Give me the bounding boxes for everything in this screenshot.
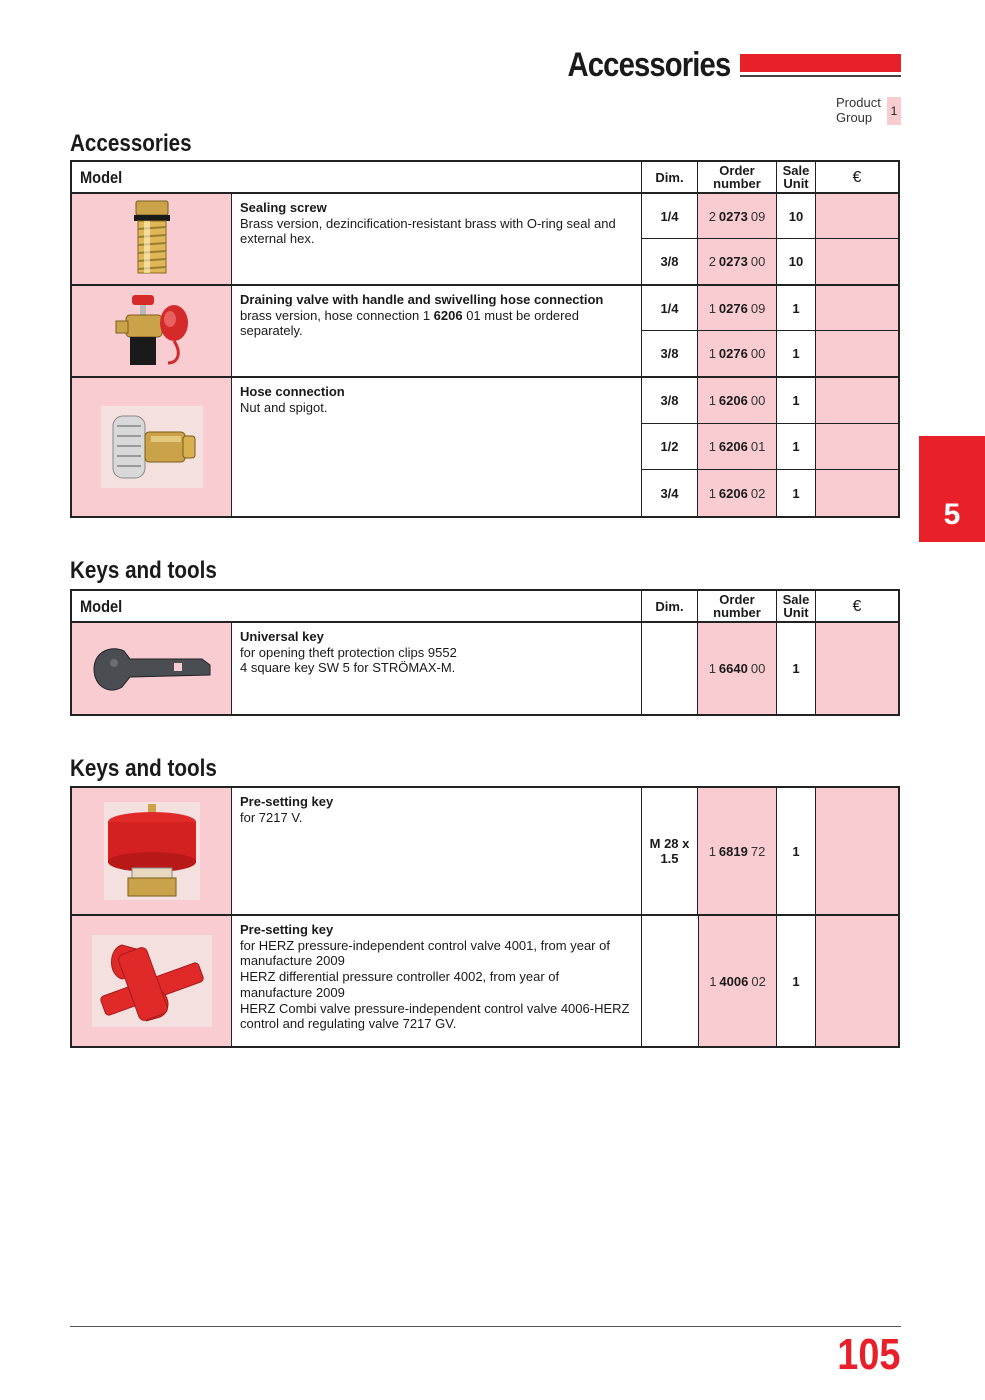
universal-key-icon [90,641,214,697]
table-header [72,162,898,194]
cell-price [816,286,898,330]
cell-order-number: 1 4006 02 [698,916,777,1046]
product-details: for opening theft protection clips 9552 4 square key SW 5 for STRÖMAX-M. [240,644,457,676]
table-row [642,239,898,284]
section-heading-keys-tools: Keys and tools [70,557,217,584]
table-row [642,916,898,1046]
footer-divider [70,1326,901,1327]
product-group-universal-key [72,623,898,714]
cell-order-number: 2 0273 09 [698,194,777,238]
keys-tools-table [70,589,900,716]
sealing-screw-icon [124,199,180,279]
product-image [72,378,232,516]
header-model: Model [72,591,642,621]
product-group-number: 1 [887,97,901,125]
header-dim: Dim. [642,162,698,192]
variant-rows [642,378,898,516]
product-image [72,788,232,914]
cell-dim: 1/2 [642,424,698,469]
variant-rows [642,916,898,1046]
product-group-presetting-key-2 [72,916,898,1046]
title-accent-bar [740,54,901,72]
hose-connection-icon [101,406,203,488]
product-image [72,194,232,284]
section-heading-keys-tools-2: Keys and tools [70,755,217,782]
chapter-tab: 5 [919,436,985,542]
cell-sale-unit: 10 [777,239,816,284]
cell-dim: M 28 x 1.5 [642,788,698,914]
presetting-keys-table [70,786,900,1048]
product-name: Pre-setting key [240,794,334,809]
cell-order-number: 1 6206 01 [698,424,777,469]
product-description [232,286,642,376]
variant-rows [642,623,898,714]
header-sale-unit: Sale Unit [777,591,816,621]
product-name: Draining valve with handle and swivelling hose connection [240,292,604,307]
accessories-table [70,160,900,518]
cell-dim [642,916,698,1046]
title-underline [740,75,901,77]
product-details: Brass version, dezincification-resistant brass with O-ring seal and external hex. [240,215,616,247]
cell-price [816,194,898,238]
product-description [232,916,642,1046]
variant-rows [642,788,898,914]
product-name: Universal key [240,629,324,644]
cell-order-number: 1 0276 00 [698,331,777,376]
table-row [642,424,898,470]
product-image [72,623,232,714]
page-number: 105 [836,1330,900,1379]
table-header [72,591,898,623]
cell-sale-unit: 1 [777,331,816,376]
cell-sale-unit: 1 [777,788,816,914]
draining-valve-icon [112,293,192,369]
product-description [232,194,642,284]
header-euro: € [852,597,862,615]
cell-order-number: 1 0276 09 [698,286,777,330]
page-title: Accessories [567,46,730,84]
product-details: for HERZ pressure-independent control valve 4001, from year of manufacture 2009 HERZ differential pressure controller 4002, from year of manufacture 2009 HERZ Combi valve pressure-independent control valve 4006-HERZ control and regulating valve 7217 GV. [240,937,630,1032]
header-dim: Dim. [642,591,698,621]
cell-sale-unit: 1 [777,286,816,330]
product-group-draining-valve [72,286,898,378]
cell-price [816,916,898,1046]
presetting-key-tool-icon [92,935,212,1027]
product-group-sealing-screw [72,194,898,286]
cell-price [816,239,898,284]
cell-dim: 3/4 [642,470,698,516]
product-name: Pre-setting key [240,922,334,937]
product-image [72,286,232,376]
cell-order-number: 1 6206 00 [698,378,777,423]
table-row [642,331,898,376]
product-details: for 7217 V. [240,809,303,825]
cell-sale-unit: 1 [777,378,816,423]
product-name: Sealing screw [240,200,327,215]
table-row [642,788,898,914]
table-row [642,194,898,239]
header-order-number: Order number [698,591,777,621]
cell-order-number: 1 6640 00 [698,623,777,714]
product-group-hose-connection [72,378,898,516]
cell-sale-unit: 1 [777,623,816,714]
cell-price [816,331,898,376]
header-model: Model [72,162,642,192]
cell-dim: 1/4 [642,194,698,238]
product-image [72,916,232,1046]
variant-rows [642,286,898,376]
cell-dim: 1/4 [642,286,698,330]
header-euro: € [852,168,862,186]
table-row [642,286,898,331]
table-row [642,378,898,424]
header-sale-unit: Sale Unit [777,162,816,192]
cell-dim [642,623,698,714]
cell-price [816,788,898,914]
presetting-key-icon [104,802,200,900]
cell-sale-unit: 1 [777,424,816,469]
product-details: brass version, hose connection 1 6206 01 must be ordered separately. [240,307,579,339]
cell-dim: 3/8 [642,378,698,423]
cell-price [816,623,898,714]
cell-sale-unit: 10 [777,194,816,238]
product-description [232,378,642,516]
product-name: Hose connection [240,384,345,399]
cell-sale-unit: 1 [777,470,816,516]
product-description [232,623,642,714]
cell-price [816,378,898,423]
product-description [232,788,642,914]
product-details: Nut and spigot. [240,399,328,415]
cell-dim: 3/8 [642,239,698,284]
cell-dim: 3/8 [642,331,698,376]
cell-price [816,424,898,469]
cell-order-number: 1 6819 72 [698,788,777,914]
product-group-presetting-key [72,788,898,916]
table-row [642,623,898,714]
cell-price [816,470,898,516]
cell-order-number: 2 0273 00 [698,239,777,284]
section-heading-accessories: Accessories [70,130,192,157]
header-order-number: Order number [698,162,777,192]
table-row [642,470,898,516]
cell-order-number: 1 6206 02 [698,470,777,516]
variant-rows [642,194,898,284]
cell-sale-unit: 1 [777,916,816,1046]
product-group-label: Product Group [836,95,881,125]
